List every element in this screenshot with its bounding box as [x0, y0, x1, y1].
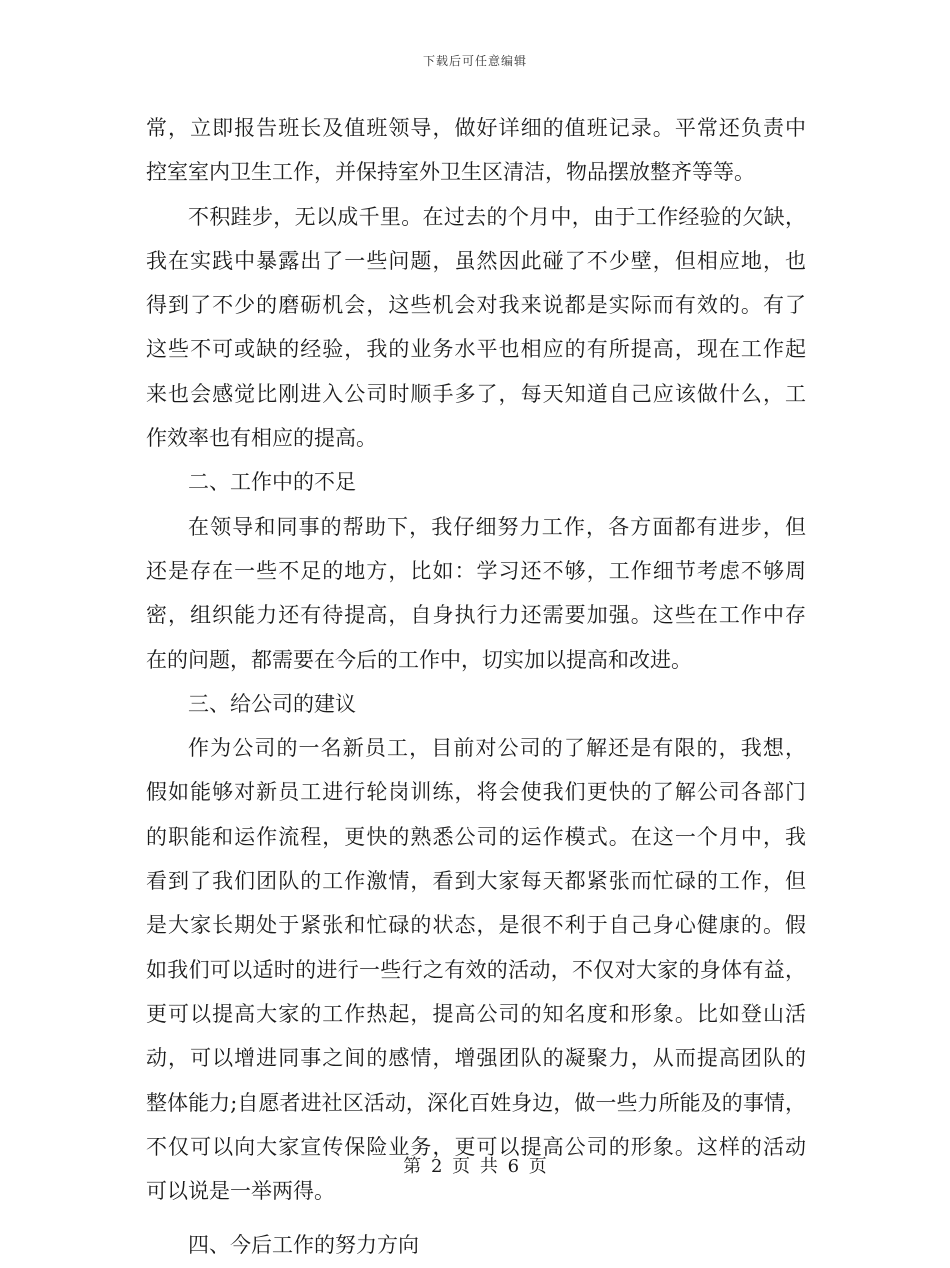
spacer — [146, 1213, 806, 1223]
section-heading: 四、今后工作的努力方向 — [188, 1233, 419, 1258]
page-header: 下载后可任意编辑 — [422, 54, 527, 68]
paragraph-first-line: 不积跬步，无以成千里。在过去的个月中，由于工作经验的欠缺， — [188, 204, 806, 229]
text-line: 如我们可以适时的进行一些行之有效的活动，不仅对大家的身体有益， — [146, 957, 806, 982]
text-line: 我在实践中暴露出了一些问题，虽然因此碰了不少壁，但相应地，也 — [146, 248, 806, 273]
text-line: 动，可以增进同事之间的感情，增强团队的凝聚力，从而提高团队的 — [146, 1046, 806, 1071]
text-line: 控室室内卫生工作，并保持室外卫生区清洁，物品摆放整齐等等。 — [146, 160, 755, 185]
text-line: 作效率也有相应的提高。 — [146, 426, 377, 451]
text-line: 来也会感觉比刚进入公司时顺手多了，每天知道自己应该做什么，工 — [146, 381, 806, 406]
text-line: 的职能和运作流程，更快的熟悉公司的运作模式。在这一个月中，我 — [146, 824, 806, 849]
text-line: 是大家长期处于紧张和忙碌的状态，是很不利于自己身心健康的。假 — [146, 913, 806, 938]
text-line: 得到了不少的磨砺机会，这些机会对我来说都是实际而有效的。有了 — [146, 293, 806, 318]
document-body — [146, 106, 806, 1268]
text-line: 在的问题，都需要在今后的工作中，切实加以提高和改进。 — [146, 647, 692, 672]
page-number-footer: 第 2 页 共 6 页 — [403, 1156, 547, 1177]
paragraph-first-line: 作为公司的一名新员工，目前对公司的了解还是有限的，我想， — [188, 736, 806, 761]
text-line: 更可以提高大家的工作热起，提高公司的知名度和形象。比如登山活 — [146, 1001, 806, 1026]
text-line: 这些不可或缺的经验，我的业务水平也相应的有所提高，现在工作起 — [146, 337, 806, 362]
paragraph-first-line: 在领导和同事的帮助下，我仔细努力工作，各方面都有进步，但 — [188, 514, 806, 539]
text-line: 常，立即报告班长及值班领导，做好详细的值班记录。平常还负责中 — [146, 116, 806, 140]
section-heading: 二、工作中的不足 — [188, 470, 356, 495]
text-line: 还是存在一些不足的地方，比如：学习还不够，工作细节考虑不够周 — [146, 558, 806, 583]
text-line: 可以说是一举两得。 — [146, 1179, 335, 1204]
text-line: 假如能够对新员工进行轮岗训练，将会使我们更快的了解公司各部门 — [146, 780, 806, 805]
text-line: 密，组织能力还有待提高，自身执行力还需要加强。这些在工作中存 — [146, 603, 806, 628]
text-line: 看到了我们团队的工作激情，看到大家每天都紧张而忙碌的工作，但 — [146, 869, 806, 894]
text-line: 整体能力;自愿者进社区活动，深化百姓身边，做一些力所能及的事情， — [146, 1090, 806, 1115]
section-heading: 三、给公司的建议 — [188, 691, 356, 716]
text-line: 不仅可以向大家宣传保险业务，更可以提高公司的形象。这样的活动 — [146, 1134, 806, 1159]
